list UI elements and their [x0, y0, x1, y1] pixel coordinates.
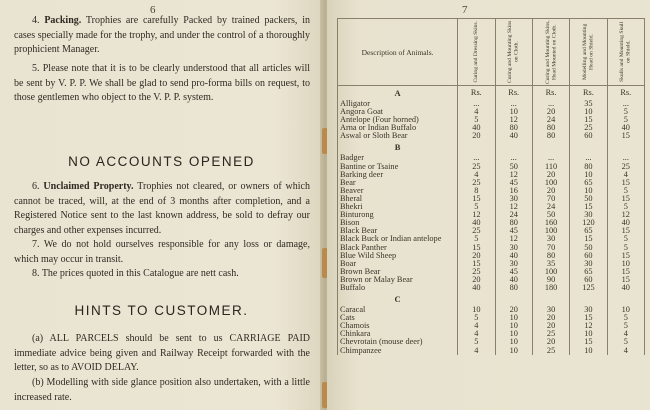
price-cell: 15: [607, 227, 644, 235]
table-row: [338, 284, 645, 292]
animal-name: Brown Bear: [338, 268, 458, 276]
price-cell: 15: [607, 195, 644, 203]
price-cell: 60: [570, 252, 607, 260]
price-cell: 15: [607, 132, 644, 140]
price-cell: 45: [495, 268, 532, 276]
price-cell: ...: [495, 154, 532, 162]
price-cell: 25: [458, 268, 495, 276]
table-row: [338, 211, 645, 219]
unit-label: Rs.: [532, 86, 569, 101]
animal-name: Cats: [338, 314, 458, 322]
animal-name: Angora Goat: [338, 108, 458, 116]
section-letter: A: [338, 86, 458, 101]
price-cell: 15: [607, 268, 644, 276]
price-table: [337, 18, 645, 355]
animal-name: Bear: [338, 179, 458, 187]
price-cell: 40: [495, 252, 532, 260]
animal-name: Chimpanzee: [338, 347, 458, 355]
price-cell: 10: [607, 260, 644, 268]
price-cell: 10: [495, 314, 532, 322]
table-row: [338, 171, 645, 179]
price-cell: 15: [458, 260, 495, 268]
price-cell: 10: [570, 108, 607, 116]
animal-name: Bantine or Tsaine: [338, 163, 458, 171]
empty-cell: [458, 140, 495, 154]
price-cell: 10: [495, 330, 532, 338]
hints-heading: HINTS TO CUSTOMER.: [74, 303, 249, 318]
price-cell: 80: [495, 284, 532, 292]
price-cell: 10: [495, 338, 532, 346]
animal-name: Boar: [338, 260, 458, 268]
price-cell: 100: [532, 268, 569, 276]
empty-cell: [495, 292, 532, 306]
price-cell: 25: [570, 124, 607, 132]
price-cell: ...: [532, 100, 569, 108]
price-cell: 10: [570, 330, 607, 338]
table-row: [338, 219, 645, 227]
price-cell: 30: [570, 260, 607, 268]
price-cell: 15: [607, 276, 644, 284]
price-cell: 80: [532, 132, 569, 140]
empty-cell: [532, 140, 569, 154]
table-row: [338, 314, 645, 322]
animal-name: Bison: [338, 219, 458, 227]
price-cell: 30: [495, 260, 532, 268]
table-row: [338, 276, 645, 284]
animal-name: Antelope (Four horned): [338, 116, 458, 124]
price-cell: 20: [458, 276, 495, 284]
price-cell: 40: [458, 219, 495, 227]
page-number-right: 7: [462, 4, 468, 16]
unit-label: Rs.: [570, 86, 607, 101]
price-cell: 4: [607, 330, 644, 338]
price-cell: 90: [532, 276, 569, 284]
price-cell: 12: [495, 235, 532, 243]
table-row: [338, 187, 645, 195]
price-cell: 25: [532, 330, 569, 338]
price-cell: 40: [495, 132, 532, 140]
animal-name: Arna or Indian Buffalo: [338, 124, 458, 132]
empty-cell: [495, 140, 532, 154]
price-cell: 10: [570, 171, 607, 179]
price-cell: 15: [607, 179, 644, 187]
table-row: [338, 347, 645, 355]
section-row: [338, 140, 645, 154]
price-cell: 100: [532, 227, 569, 235]
price-cell: 10: [458, 306, 495, 314]
price-cell: 120: [570, 219, 607, 227]
table-row: [338, 252, 645, 260]
packing-lead: 4.: [32, 15, 40, 26]
price-cell: 80: [495, 124, 532, 132]
price-cell: 45: [495, 227, 532, 235]
price-cell: 15: [458, 244, 495, 252]
price-cell: 16: [495, 187, 532, 195]
header-label: Skulls and Mounting Skull on Shield.: [619, 21, 632, 83]
section-row: [338, 86, 645, 101]
price-cell: 30: [495, 195, 532, 203]
price-cell: ...: [458, 154, 495, 162]
price-cell: 40: [607, 124, 644, 132]
price-cell: 35: [532, 260, 569, 268]
price-cell: 80: [532, 124, 569, 132]
price-cell: ...: [607, 154, 644, 162]
price-cell: 40: [458, 284, 495, 292]
header-column: [532, 19, 569, 86]
price-cell: 80: [570, 163, 607, 171]
price-cell: 30: [570, 211, 607, 219]
price-cell: 50: [532, 211, 569, 219]
table-row: [338, 100, 645, 108]
unit-label: Rs.: [458, 86, 495, 101]
unit-label: Rs.: [607, 86, 644, 101]
price-cell: 65: [570, 268, 607, 276]
price-cell: 20: [495, 306, 532, 314]
animal-name: Caracal: [338, 306, 458, 314]
price-cell: 70: [532, 244, 569, 252]
price-cell: 4: [607, 171, 644, 179]
price-cell: 20: [532, 171, 569, 179]
price-cell: ...: [458, 100, 495, 108]
animal-name: Aswal or Sloth Bear: [338, 132, 458, 140]
table-row: [338, 306, 645, 314]
price-cell: 24: [495, 211, 532, 219]
hint-a-paragraph: (a) ALL PARCELS should be sent to us CARRIAGE PAID immediate advice being given and Railway Receipt forwarded with the letter, so as to AVOID DELAY.: [14, 333, 310, 374]
header-column: [495, 19, 532, 86]
table-row: [338, 132, 645, 140]
animal-name: Blue Wild Sheep: [338, 252, 458, 260]
price-cell: 65: [570, 227, 607, 235]
price-cell: 20: [532, 108, 569, 116]
header-label: Curing and Dressing Skins.: [473, 21, 480, 83]
price-cell: 15: [570, 338, 607, 346]
price-cell: 5: [607, 338, 644, 346]
price-cell: 20: [458, 132, 495, 140]
price-cell: 12: [570, 322, 607, 330]
price-cell: 35: [570, 100, 607, 108]
price-cell: 50: [570, 195, 607, 203]
price-cell: 12: [495, 116, 532, 124]
animal-name: Brown or Malay Bear: [338, 276, 458, 284]
price-cell: 4: [458, 171, 495, 179]
header-label: Modelling and Mounting Head on Shield.: [582, 23, 595, 81]
price-cell: 5: [458, 116, 495, 124]
price-cell: 5: [458, 338, 495, 346]
item-8-paragraph: 8. The prices quoted in this Catalogue are nett cash.: [32, 268, 239, 279]
price-cell: 80: [532, 252, 569, 260]
price-cell: 20: [458, 252, 495, 260]
price-cell: 30: [532, 235, 569, 243]
unit-label: Rs.: [495, 86, 532, 101]
price-cell: 125: [570, 284, 607, 292]
table-row: [338, 260, 645, 268]
price-cell: 15: [570, 314, 607, 322]
header-description: Description of Animals.: [338, 19, 458, 86]
price-cell: ...: [607, 100, 644, 108]
animal-name: Bheral: [338, 195, 458, 203]
price-cell: 4: [458, 330, 495, 338]
hint-b-paragraph: (b) Modelling with side glance position also undertaken, with a little increased rate.: [14, 377, 310, 403]
price-cell: 40: [458, 124, 495, 132]
price-cell: 25: [458, 179, 495, 187]
animal-name: Buffalo: [338, 284, 458, 292]
price-cell: 10: [495, 322, 532, 330]
packing-paragraph: [14, 14, 310, 58]
price-cell: 40: [607, 284, 644, 292]
section-letter: B: [338, 140, 458, 154]
price-cell: 5: [607, 235, 644, 243]
animal-name: Chamois: [338, 322, 458, 330]
price-cell: 4: [607, 347, 644, 355]
header-column: [607, 19, 644, 86]
header-label: Curing and Mounting Skins on Cloth.: [507, 20, 520, 84]
section-row: [338, 292, 645, 306]
price-cell: 70: [532, 195, 569, 203]
price-cell: 110: [532, 163, 569, 171]
empty-cell: [532, 292, 569, 306]
price-cell: 30: [495, 244, 532, 252]
price-cell: 65: [570, 179, 607, 187]
header-label: Curing and Mounting Skins, Head Mounted on Cloth.: [544, 20, 558, 84]
price-cell: 12: [495, 203, 532, 211]
section-letter: C: [338, 292, 458, 306]
price-cell: 10: [570, 187, 607, 195]
price-cell: ...: [570, 154, 607, 162]
price-cell: 5: [607, 187, 644, 195]
price-cell: 100: [532, 179, 569, 187]
table-row: [338, 163, 645, 171]
header-column: [570, 19, 607, 86]
price-cell: 25: [458, 227, 495, 235]
header-column: [458, 19, 495, 86]
price-cell: 60: [570, 132, 607, 140]
price-cell: 10: [495, 108, 532, 116]
price-cell: 4: [458, 108, 495, 116]
price-cell: 25: [458, 163, 495, 171]
price-cell: 20: [532, 187, 569, 195]
price-cell: 25: [532, 347, 569, 355]
animal-name: Bhekri: [338, 203, 458, 211]
price-cell: 10: [607, 306, 644, 314]
no-accounts-heading: NO ACCOUNTS OPENED: [68, 154, 255, 169]
price-cell: 5: [607, 244, 644, 252]
left-page: [0, 0, 323, 410]
item-6-title: Unclaimed Property.: [43, 181, 134, 192]
price-cell: 15: [570, 235, 607, 243]
price-cell: 15: [570, 203, 607, 211]
right-page: [327, 0, 650, 410]
animal-name: Binturong: [338, 211, 458, 219]
packing-text: Trophies are carefully Packed by trained packers, in cases specially made for the trophy, and under the control of a thoroughly prophicient Manager.: [14, 15, 311, 56]
price-cell: 45: [495, 179, 532, 187]
price-cell: 24: [532, 203, 569, 211]
price-cell: 5: [607, 116, 644, 124]
price-cell: 4: [458, 322, 495, 330]
price-cell: 180: [532, 284, 569, 292]
animal-name: Badger: [338, 154, 458, 162]
price-cell: ...: [532, 154, 569, 162]
price-cell: 20: [532, 322, 569, 330]
table-row: [338, 203, 645, 211]
price-cell: 5: [607, 108, 644, 116]
empty-cell: [458, 292, 495, 306]
price-cell: 30: [532, 306, 569, 314]
price-cell: 12: [495, 171, 532, 179]
animal-name: Chevrotain (mouse deer): [338, 338, 458, 346]
price-cell: 15: [607, 252, 644, 260]
table-row: [338, 338, 645, 346]
price-cell: 20: [532, 338, 569, 346]
price-cell: 60: [570, 276, 607, 284]
item-6-text: Trophies not cleared, or owners of which cannot be traced, will, at the end of 3 months after completion, and a Registered Notice sent to the last known address, be sold to defray our charges and other expenses incurred.: [14, 181, 310, 236]
packing-title: Packing.: [44, 15, 82, 26]
price-cell: 20: [532, 314, 569, 322]
item-5-paragraph: 5. Please note that it is to be clearly understood that all articles will be sent by V. P. P. We shall be glad to send pro-forma bills on request, to those gentlemen who object to the V. P. P. system.: [14, 63, 310, 104]
price-cell: 40: [607, 219, 644, 227]
table-row: [338, 179, 645, 187]
empty-cell: [607, 140, 644, 154]
animal-name: Barking deer: [338, 171, 458, 179]
price-cell: 12: [607, 211, 644, 219]
table-row: [338, 195, 645, 203]
animal-name: Black Buck or Indian antelope: [338, 235, 458, 243]
animal-name: Beaver: [338, 187, 458, 195]
price-cell: 5: [458, 314, 495, 322]
price-cell: ...: [495, 100, 532, 108]
price-cell: 5: [458, 203, 495, 211]
item-6-lead: 6.: [32, 181, 40, 192]
item-6-paragraph: [14, 180, 310, 238]
price-cell: 5: [607, 203, 644, 211]
animal-name: Black Panther: [338, 244, 458, 252]
animal-name: Alligator: [338, 100, 458, 108]
price-cell: 15: [458, 195, 495, 203]
empty-cell: [570, 292, 607, 306]
price-cell: 15: [570, 116, 607, 124]
price-cell: 40: [495, 276, 532, 284]
table-header-row: [338, 19, 645, 86]
price-cell: 160: [532, 219, 569, 227]
price-cell: 10: [570, 347, 607, 355]
price-cell: 50: [495, 163, 532, 171]
price-cell: 8: [458, 187, 495, 195]
price-cell: 50: [570, 244, 607, 252]
animal-name: Black Bear: [338, 227, 458, 235]
price-cell: 5: [458, 235, 495, 243]
item-7-paragraph: 7. We do not hold ourselves responsible for any loss or damage, which may occur in transit.: [14, 239, 310, 265]
empty-cell: [607, 292, 644, 306]
empty-cell: [570, 140, 607, 154]
price-cell: 10: [495, 347, 532, 355]
table-row: [338, 322, 645, 330]
price-cell: 5: [607, 322, 644, 330]
table-body: [338, 86, 645, 355]
price-cell: 4: [458, 347, 495, 355]
price-cell: 5: [607, 314, 644, 322]
price-cell: 80: [495, 219, 532, 227]
price-cell: 24: [532, 116, 569, 124]
price-cell: 30: [570, 306, 607, 314]
animal-name: Chinkara: [338, 330, 458, 338]
price-cell: 12: [458, 211, 495, 219]
price-cell: 25: [607, 163, 644, 171]
page-number-left: 6: [150, 4, 156, 16]
